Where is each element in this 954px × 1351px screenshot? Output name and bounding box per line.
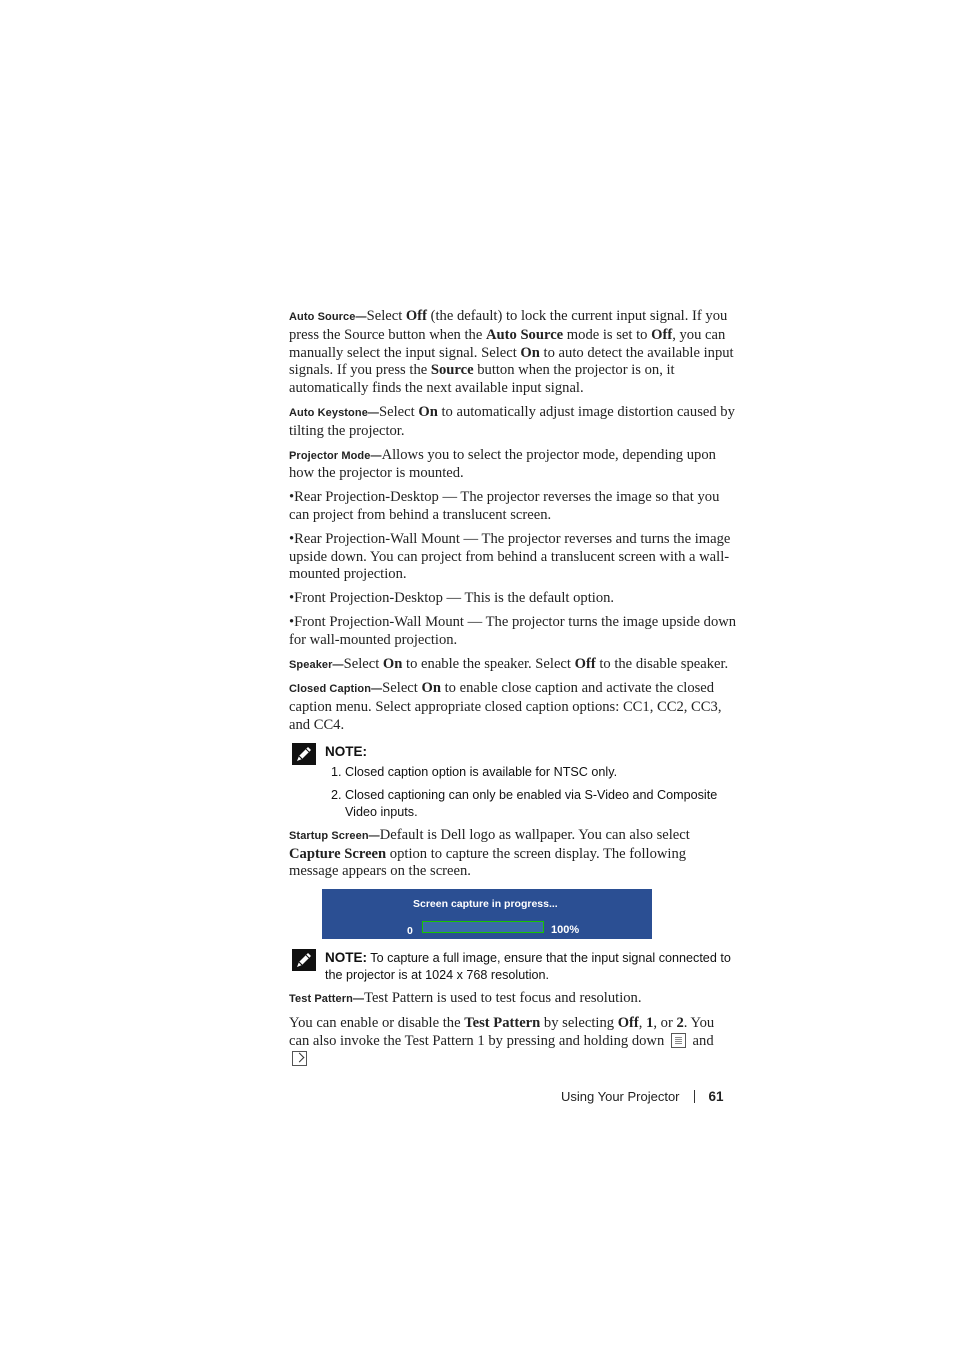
bold-text: Off — [574, 655, 596, 672]
bold-text: On — [382, 655, 403, 672]
text: Allows you to select the projector mode, depending upon how the projector is mounted. — [289, 446, 716, 482]
bold-text: On — [520, 344, 540, 361]
note-title: NOTE: — [325, 743, 367, 759]
test-pattern-heading: Test Pattern— — [289, 993, 365, 1006]
projector-mode-bullet: •Front Projection-Desktop — This is the default option. — [289, 590, 615, 607]
projector-mode-paragraph — [289, 447, 737, 484]
note-capture — [289, 949, 737, 984]
text: Select — [379, 403, 419, 420]
bold-text: Source — [430, 362, 474, 379]
pencil-note-icon — [292, 743, 316, 765]
bold-text: Test Pattern — [464, 1014, 541, 1031]
text: Default is Dell logo as wallpaper. You can also select — [379, 826, 690, 843]
capture-progress-fill — [423, 922, 543, 932]
menu-button-icon — [671, 1033, 686, 1048]
screen-capture-dialog — [322, 889, 652, 939]
text: to auto detect the available input signals. If you press the — [289, 344, 734, 379]
capture-title: Screen capture in progress... — [413, 898, 558, 911]
text: and — [688, 1032, 714, 1049]
text: button when the projector is on, it automatically finds the next available input signal. — [289, 362, 675, 397]
text: , — [638, 1014, 647, 1031]
footer-divider — [694, 1090, 695, 1103]
note-title: NOTE: — [325, 950, 367, 966]
projector-mode-heading: Projector Mode— — [289, 449, 382, 462]
text: to enable close caption and activate the closed caption menu. Select appropriate closed caption options: CC1, CC2, CC3, and CC4. — [289, 680, 722, 733]
test-pattern-paragraph-2 — [289, 1015, 737, 1068]
bold-text: Capture Screen — [289, 845, 387, 862]
text: to the disable speaker. — [595, 655, 729, 672]
pencil-note-icon — [292, 949, 316, 971]
text: Select — [382, 680, 422, 697]
page-number: 61 — [708, 1089, 724, 1104]
note-text: To capture a full image, ensure that the input signal connected to the projector is at 1024 x 768 resolution. — [325, 951, 731, 983]
text: mode is set to — [563, 326, 652, 343]
projector-mode-bullet: •Front Projection-Wall Mount — The projector turns the image upside down for wall-mounted projection. — [289, 613, 737, 648]
text: . You can also invoke the Test Pattern 1 by pressing and holding down — [289, 1014, 715, 1049]
text: to enable the speaker. Select — [402, 655, 575, 672]
projector-mode-bullet: •Rear Projection-Desktop — The projector reverses the image so that you can project from behind a translucent screen. — [289, 489, 720, 523]
text: You can enable or disable the — [289, 1014, 465, 1031]
note-list — [325, 764, 737, 821]
capture-min-label: 0 — [407, 925, 413, 938]
right-arrow-button-icon — [292, 1051, 307, 1066]
bold-text: Off — [617, 1014, 639, 1031]
bold-text: 1 — [646, 1014, 654, 1031]
bold-text: On — [421, 680, 441, 697]
note-list-item: 1. Closed caption option is available for NTSC only. — [345, 764, 737, 781]
bold-text: Off — [405, 308, 427, 324]
closed-caption-paragraph — [289, 680, 737, 734]
text: , or — [653, 1014, 677, 1031]
text: , you can manually select the input signal. Select — [289, 326, 726, 361]
text: (the default) to lock the current input signal. If you press the Source button when the — [289, 308, 728, 343]
text: Select — [366, 308, 406, 324]
startup-screen-heading: Startup Screen— — [289, 829, 380, 842]
text: Test Pattern is used to test focus and resolution. — [364, 990, 642, 1007]
page-content — [289, 308, 737, 1074]
projector-mode-bullet: •Rear Projection-Wall Mount — The projector reverses and turns the image upside down. You can project from behind a translucent screen with a wall-mounted projection. — [289, 530, 731, 583]
note-closed-caption — [289, 743, 737, 821]
text: option to capture the screen display. The following message appears on the screen. — [289, 845, 687, 880]
closed-caption-heading: Closed Caption— — [289, 683, 383, 696]
auto-source-heading: Auto Source— — [289, 311, 367, 323]
test-pattern-paragraph — [289, 990, 737, 1009]
text: Select — [343, 655, 383, 672]
text: by selecting — [540, 1014, 618, 1031]
bold-text: On — [418, 403, 438, 420]
startup-screen-paragraph — [289, 827, 737, 881]
auto-source-paragraph — [289, 308, 737, 398]
bold-text: Off — [651, 326, 673, 343]
note-list-item: 2. Closed captioning can only be enabled via S-Video and Composite Video inputs. — [345, 787, 737, 821]
speaker-heading: Speaker— — [289, 658, 344, 671]
footer-section-title: Using Your Projector — [561, 1089, 680, 1104]
page-footer — [561, 1089, 724, 1104]
speaker-paragraph — [289, 656, 737, 675]
capture-progress-bar — [422, 921, 544, 933]
bold-text: Auto Source — [485, 326, 564, 343]
capture-max-label: 100% — [551, 924, 580, 937]
auto-keystone-heading: Auto Keystone— — [289, 406, 380, 419]
text: to automatically adjust image distortion caused by tilting the projector. — [289, 403, 735, 439]
bold-text: 2 — [676, 1014, 684, 1031]
auto-keystone-paragraph — [289, 404, 737, 441]
